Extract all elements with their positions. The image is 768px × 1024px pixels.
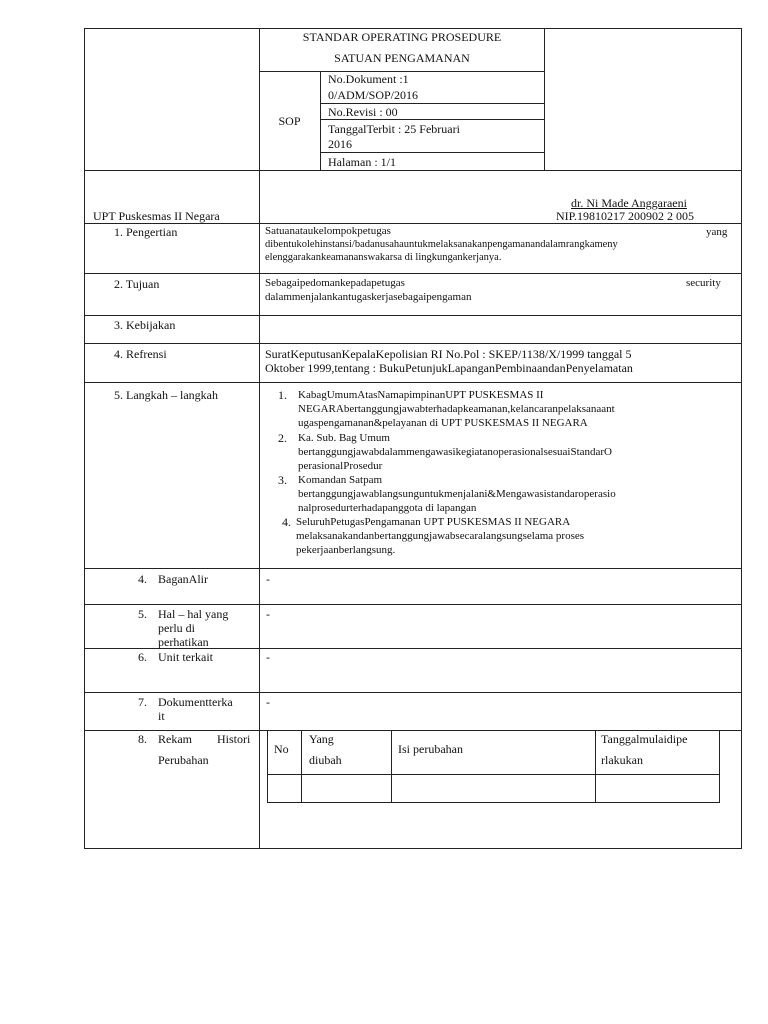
unit-terkait-value: - xyxy=(266,650,270,664)
langkah-item-2-num: 2. xyxy=(278,431,287,445)
history-table-left xyxy=(267,730,268,803)
history-header-no: No xyxy=(274,742,289,756)
history-header-tanggal: Tanggalmulaidipe xyxy=(601,732,688,746)
label-hal-line2: perlu di xyxy=(158,621,195,635)
history-table-col-3 xyxy=(595,730,596,803)
langkah-item-3-line1: Komandan Satpam xyxy=(298,474,383,486)
history-table-header-bottom xyxy=(267,774,720,775)
no-revisi: No.Revisi : 00 xyxy=(328,105,398,119)
meta-line-2 xyxy=(320,119,545,120)
signer-name: dr. Ni Made Anggaraeni xyxy=(571,196,687,210)
label-perubahan: Perubahan xyxy=(158,753,209,767)
langkah-item-4-num: 4. xyxy=(282,515,291,529)
label-dokumen-num: 7. xyxy=(138,695,147,709)
tanggal-terbit: TanggalTerbit : 25 Februari xyxy=(328,122,460,136)
label-dokumen-line1: Dokumentterka xyxy=(158,695,233,709)
institution-name: UPT Puskesmas II Negara xyxy=(93,209,220,223)
dokumen-terkait-value: - xyxy=(266,695,270,709)
row-separator-langkah xyxy=(84,568,742,569)
row-separator-tujuan xyxy=(84,315,742,316)
langkah-item-1-line2: NEGARAbertanggungjawabterhadapkeamanan,kelancaranpelaksanaant xyxy=(298,403,615,415)
label-tujuan: 2. Tujuan xyxy=(114,277,160,291)
langkah-item-2-line3: perasionalProsedur xyxy=(298,460,383,472)
row-separator-pengertian xyxy=(84,273,742,274)
label-rekam: Rekam xyxy=(158,732,192,746)
tanggal-terbit-year: 2016 xyxy=(328,137,352,151)
meta-line-3 xyxy=(320,152,545,153)
history-table-col-1 xyxy=(301,730,302,803)
row-separator-institution xyxy=(84,223,742,224)
tujuan-line1-right: security xyxy=(686,277,721,289)
row-separator-unit xyxy=(84,692,742,693)
history-table-top xyxy=(267,730,720,731)
signer-nip: NIP.19810217 200902 2 005 xyxy=(556,209,695,223)
label-dokumen-line2: it xyxy=(158,709,165,723)
frame-right-border xyxy=(741,28,742,849)
sop-divider xyxy=(320,71,321,170)
label-unit-num: 6. xyxy=(138,650,147,664)
langkah-item-2-line2: bertanggungjawabdalammengawasikegiatanoperasionalsesuaiStandarO xyxy=(298,446,612,458)
label-hal-line3: perhatikan xyxy=(158,635,209,649)
history-table-col-2 xyxy=(391,730,392,803)
frame-left-border xyxy=(84,28,85,849)
frame-top-border xyxy=(84,28,742,29)
langkah-item-3-line2: bertanggungjawablangsunguntukmenjalani&Mengawasistandaroperasio xyxy=(298,488,616,500)
bagan-alir-value: - xyxy=(266,572,270,586)
history-header-diubah: diubah xyxy=(309,753,342,767)
label-unit-terkait: Unit terkait xyxy=(158,650,213,664)
no-dokumen: No.Dokument :1 xyxy=(328,72,409,86)
pengertian-line2: dibentukolehinstansi/badanusahauntukmelaksanakanpengamanandalamrangkameny xyxy=(265,239,618,250)
tujuan-line1: Sebagaipedomankepadapetugas xyxy=(265,277,405,289)
sop-label: SOP xyxy=(278,114,301,128)
label-column-divider xyxy=(259,28,260,849)
pengertian-line1-right: yang xyxy=(706,226,728,238)
row-separator-bagan xyxy=(84,604,742,605)
langkah-item-4-line2: melaksanakandanbertanggungjawabsecaralangsungselama proses xyxy=(296,530,585,542)
label-refrensi: 4. Refrensi xyxy=(114,347,167,361)
label-hal-line1: Hal – hal yang xyxy=(158,607,229,621)
row-separator-kebijakan xyxy=(84,343,742,344)
label-kebijakan: 3. Kebijakan xyxy=(114,318,176,332)
langkah-item-3-num: 3. xyxy=(278,473,287,487)
refrensi-line1: SuratKeputusanKepalaKepolisian RI No.Pol : SKEP/1138/X/1999 tanggal 5 xyxy=(265,347,632,361)
history-header-isi: Isi perubahan xyxy=(398,742,463,756)
label-langkah: 5. Langkah – langkah xyxy=(114,388,218,402)
langkah-item-1-num: 1. xyxy=(278,388,287,402)
label-histori: Histori xyxy=(217,732,251,746)
label-rekam-num: 8. xyxy=(138,732,147,746)
hal-value: - xyxy=(266,607,270,621)
history-header-yang: Yang xyxy=(309,732,334,746)
langkah-item-3-line3: nalprosedurterhadapanggota di lapangan xyxy=(298,502,477,514)
pengertian-line1: Satuanataukelompokpetugas xyxy=(265,225,391,237)
langkah-item-4-line1: SeluruhPetugasPengamanan UPT PUSKESMAS II NEGARA xyxy=(296,516,571,528)
pengertian-line3: elenggarakankeamananswakarsa di lingkungankerjanya. xyxy=(265,252,502,263)
halaman: Halaman : 1/1 xyxy=(328,155,396,169)
no-dokumen-value: 0/ADM/SOP/2016 xyxy=(328,88,419,102)
langkah-item-4-line3: pekerjaanberlangsung. xyxy=(296,544,396,556)
langkah-item-2-line1: Ka. Sub. Bag Umum xyxy=(298,432,390,444)
header-right-divider xyxy=(544,28,545,170)
langkah-item-1-line3: ugaspengamanan&pelayanan di UPT PUSKESMAS II NEGARA xyxy=(298,417,588,429)
row-separator-refrensi xyxy=(84,382,742,383)
label-hal-num: 5. xyxy=(138,607,147,621)
label-bagan-alir-num: 4. xyxy=(138,572,147,586)
frame-bottom-border xyxy=(84,848,742,849)
row-separator-header xyxy=(84,170,742,171)
meta-line-1 xyxy=(320,103,545,104)
langkah-item-1-line1: KabagUmumAtasNamapimpinanUPT PUSKESMAS II xyxy=(298,389,544,401)
refrensi-line2: Oktober 1999,tentang : BukuPetunjukLapanganPembinaandanPenyelamatan xyxy=(265,361,633,375)
label-bagan-alir: BaganAlir xyxy=(158,572,208,586)
history-table-right xyxy=(719,730,720,803)
document-subtitle: SATUAN PENGAMANAN xyxy=(334,51,470,65)
document-title: STANDAR OPERATING PROSEDURE xyxy=(302,30,502,44)
history-table-bottom xyxy=(267,802,720,803)
label-pengertian: 1. Pengertian xyxy=(114,225,178,239)
tujuan-line2: dalammenjalankantugaskerjasebagaipengaman xyxy=(265,291,472,303)
history-header-tanggal-2: rlakukan xyxy=(601,753,643,767)
